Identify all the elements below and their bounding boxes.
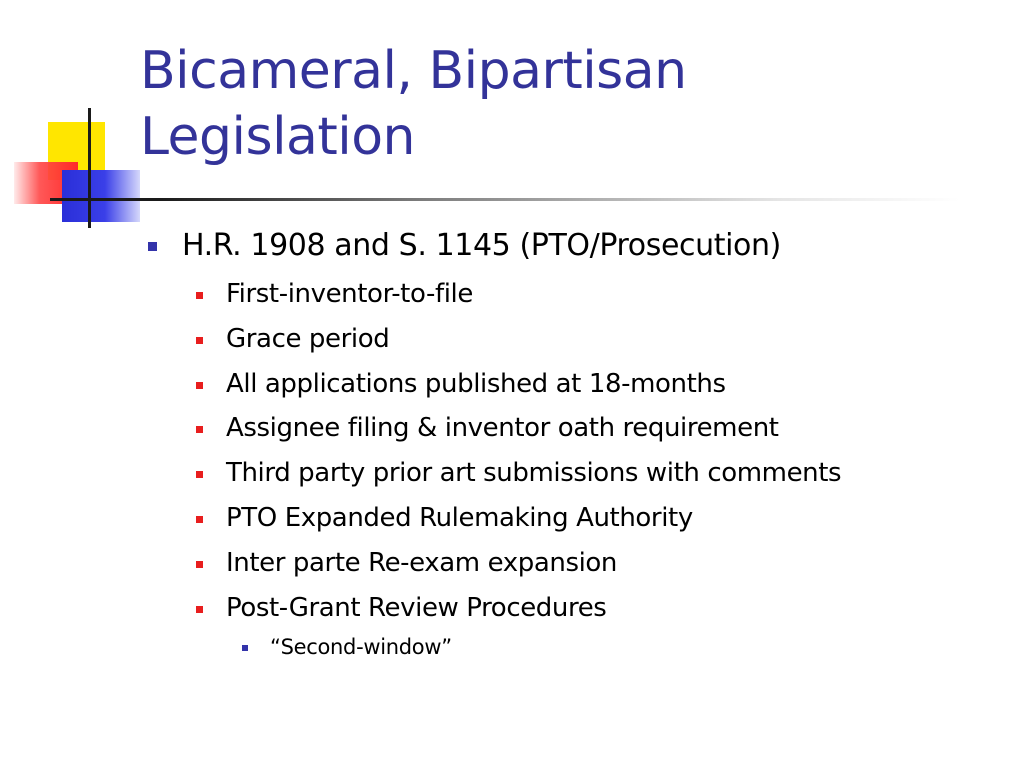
bullet-level-2 <box>196 406 1008 451</box>
sub-bullet-list <box>196 272 1008 664</box>
bullet-level-2 <box>196 272 1008 317</box>
bullet-level-2 <box>196 541 1008 586</box>
bullet-text: All applications published at 18-months <box>226 368 726 399</box>
bullet-text: H.R. 1908 and S. 1145 (PTO/Prosecution) <box>182 228 781 263</box>
bullet-text: First-inventor-to-file <box>226 279 473 309</box>
bullet-level-3 <box>242 630 1008 664</box>
square-bullet-icon <box>196 606 203 613</box>
bullet-text: Grace period <box>226 323 390 354</box>
square-bullet-icon <box>196 516 203 523</box>
square-bullet-icon <box>196 292 203 299</box>
square-bullet-icon <box>148 242 157 251</box>
bullet-level-2 <box>196 496 1008 541</box>
bullet-level-2 <box>196 317 1008 362</box>
square-bullet-icon <box>196 426 203 433</box>
bullet-level-2 <box>196 451 1008 496</box>
slide-body <box>148 226 1008 664</box>
square-bullet-icon <box>196 337 203 344</box>
bullet-text: PTO Expanded Rulemaking Authority <box>226 502 693 533</box>
slide-title <box>140 38 1000 170</box>
vertical-rule <box>88 108 91 228</box>
bullet-level-2 <box>196 586 1008 631</box>
bullet-level-1 <box>148 226 1008 266</box>
title-underline-rule <box>50 198 960 201</box>
square-bullet-icon <box>196 561 203 568</box>
bullet-text: Post-Grant Review Procedures <box>226 592 607 623</box>
bullet-text: Third party prior art submissions with comments <box>226 458 842 489</box>
slide-title-line-2: Legislation <box>140 107 416 167</box>
sub-sub-bullet-list <box>242 630 1008 664</box>
bullet-text: “Second-window” <box>270 635 452 660</box>
square-bullet-icon <box>242 645 248 651</box>
bullet-text: Assignee filing & inventor oath requirement <box>226 413 779 444</box>
blue-square-decoration <box>62 170 140 222</box>
square-bullet-icon <box>196 382 203 389</box>
square-bullet-icon <box>196 471 203 478</box>
bullet-text: Inter parte Re-exam expansion <box>226 547 617 578</box>
bullet-level-2 <box>196 362 1008 407</box>
slide-title-line-1: Bicameral, Bipartisan <box>140 41 687 101</box>
